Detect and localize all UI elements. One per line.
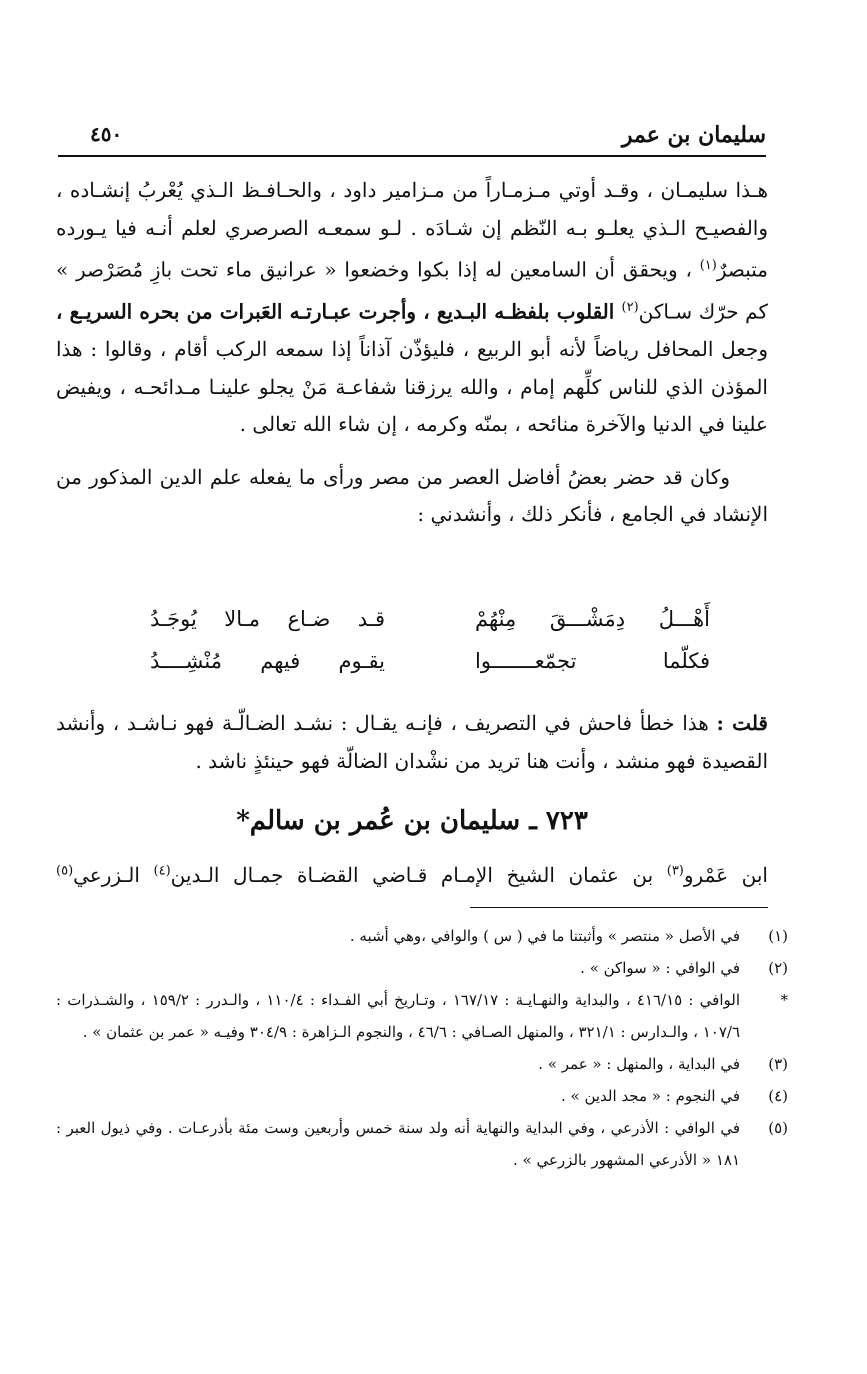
footnote-ref-4: (٤) [153,863,171,879]
comment-block [56,705,768,780]
footnote-item [56,984,788,1048]
entry-line-part-a: ابن عَمْرو [683,863,768,887]
footnote-text: في البداية ، والمنهل : « عمر » . [538,1055,740,1073]
paragraph-1 [56,172,768,444]
entry-line-part-b: بن عثمان الشيخ الإمـام قـاضي القضـاة جمـال الـدين [170,863,667,887]
running-title: سليمان بن عمر [621,122,766,148]
footnote-item [56,1048,788,1080]
footnote-text: في الوافي : « سواكن » . [580,959,740,977]
footnote-number: (٤) [768,1087,788,1105]
entry-first-line [56,863,768,887]
footnote-text: في النجوم : « مجد الدين » . [560,1087,740,1105]
page-number: ٤٥٠ [90,122,123,146]
paragraph-2: وكان قد حضر بعضُ أفاضل العصر من مصر ورأى ما يفعله علم الدين المذكور من الإنشاد في الجامع ، فأنكر ذلك ، وأنشدني : [56,464,768,527]
paragraph-3-text: هذا خطأ فاحش في التصريف ، فإنـه يقـال : نشـد الضـالّـة فهو نـاشـد ، وأنشد القصيدة فهو منشد ، وأنت هنا تريد من نشْدان الضالّة فهو حينئذٍ ناشد . [56,711,768,773]
footnote-item [56,920,788,952]
poem-hemistich-second: قـد ضـاع مـالا يُوجَـدُ [150,607,385,631]
paragraph-1-part-c: القلوب بلفظـه البـديع ، وأجرت عبـارتـه العَبرات من بحره السريـع ، [56,299,622,324]
qult-label: قلت : [716,711,768,735]
header-rule [58,155,766,157]
footnote-rule [470,907,768,908]
footnote-text: في الأصل « منتصر » وأثبتنا ما في ( س ) والوافي ،وهي أشبه . [349,927,740,945]
footnote-ref-2: (٢) [621,300,639,316]
entry-line-part-c: الـزرعي [73,863,154,887]
footnotes [56,920,788,1176]
footnote-item [56,1080,788,1112]
footnote-number: (١) [768,927,788,945]
poem-hemistich-second: يقـوم فيهم مُنْشِــــدُ [150,649,385,673]
footnote-star: * [780,991,788,1009]
footnote-item [56,1112,788,1176]
paragraph-1-part-b: ، ويحقق أن السامعين له إذا بكوا وخضعوا « عرانيق ماء تحت بازِ مُصَرْصر » كم حرّك سـاكن [56,257,769,324]
poem-hemistich-first: فكلّما تجمّعـــــــوا [475,649,710,673]
poem-hemistich-first: أَهْـــلُ دِمَشْـــقَ مِنْهُمْ [475,607,710,631]
poem-verse [150,640,710,682]
poem-verse [150,598,710,640]
footnote-number: (٢) [768,959,788,977]
footnote-ref-1: (١) [699,258,717,273]
page-header [58,118,766,158]
footnote-number: (٥) [768,1119,788,1137]
poem [150,598,710,682]
entry-title: ٧٢٣ ـ سليمان بن عُمر بن سالم* [236,806,588,836]
paragraph-1-part-d: وجعل المحافل رياضاً لأنه أبو الربيع ، فليؤذّن آذاناً إذا سمعه الركب أقام ، وقالوا : هذا المؤذن الذي للناس كلِّهم إمام ، والله يرزقنا شفاعـة مَنْ يجلو علينـا مـدائحـه ، ويفيض علينا في الدنيا والآخرة منائحه ، بمنّه وكرمه ، إن شاء الله تعالى . [56,337,768,437]
footnote-ref-5: (٥) [56,863,74,879]
paragraph-3 [56,705,768,780]
footnote-ref-3: (٣) [666,863,684,879]
footnote-number: (٣) [768,1055,788,1073]
footnote-text: في الوافي : الأذرعي ، وفي البداية والنهاية أنه ولد سنة خمس وأربعين وست مئة بأذرعـات . وفي ذيول العبر : ١٨١ « الأذرعي المشهور بالزرعي » . [56,1119,740,1169]
footnote-text: الوافي : ٤١٦/١٥ ، والبداية والنهـايـة : ١٦٧/١٧ ، وتـاريخ أبي الفـداء : ١١٠/٤ ، والـدرر : ١٥٩/٢ ، والشـذرات : ١٠٧/٦ ، والـدارس : ٣٢١/١ ، والمنهل الصـافي : ٤٦/٦ ، والنجوم الـزاهرة : ٣٠٤/٩ وفيـه « عمر بن عثمان » . [56,991,740,1041]
main-text [56,172,768,534]
paragraph-1-part-a: هـذا سليمـان ، وقـد أوتي مـزمـاراً من مـزامير داود ، والحـافـظ الـذي يُعْربُ إنشـاده ، والفصيـح الـذي يعلـو بـه النّظم إن شـادَه . لـو سمعـه الصرصري لعلم أنـه فيا يـورده متبصرٌ [56,178,768,282]
footnote-item [56,952,788,984]
